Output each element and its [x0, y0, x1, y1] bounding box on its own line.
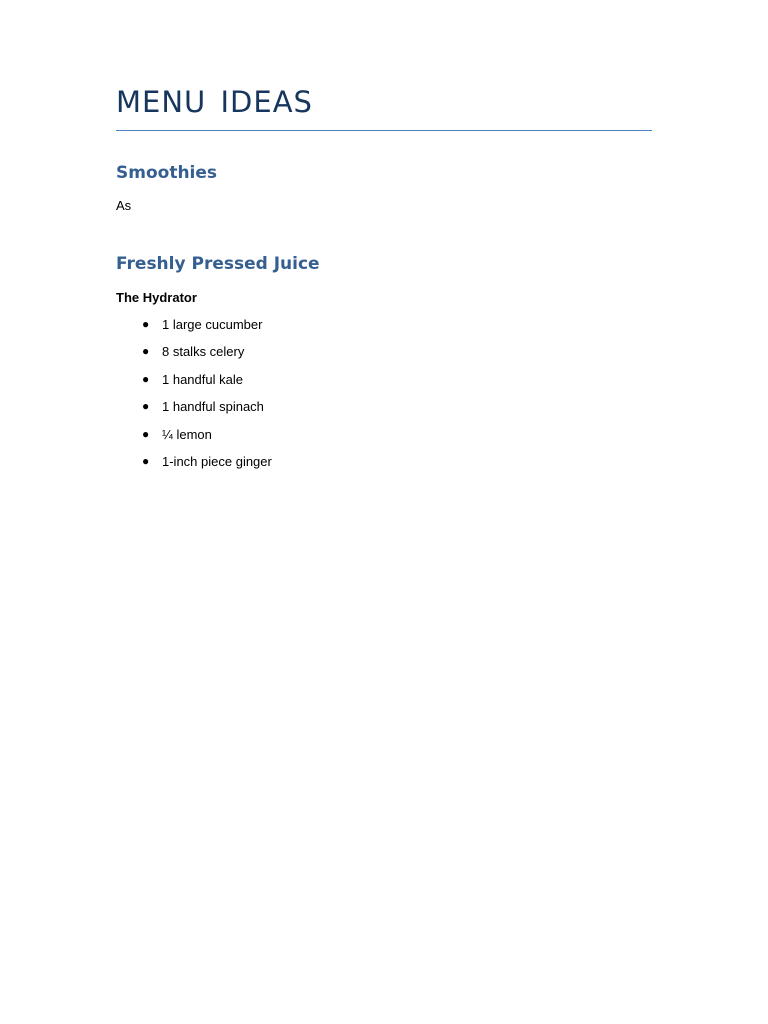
title-underline — [116, 130, 652, 131]
ingredient-label: 8 stalks celery — [162, 344, 245, 360]
bullet-icon: ● — [142, 399, 150, 414]
bullet-icon: ● — [142, 371, 150, 386]
bullet-icon: ● — [142, 426, 150, 441]
smoothies-heading: Smoothies — [116, 163, 218, 183]
ingredient-label: 1-inch piece ginger — [162, 453, 272, 469]
ingredient-label: ¼ lemon — [162, 426, 212, 442]
bullet-icon: ● — [142, 344, 150, 359]
page-title: MENU IDEAS — [116, 85, 313, 119]
ingredient-label: 1 handful kale — [162, 371, 243, 387]
juice-heading: Freshly Pressed Juice — [116, 254, 320, 274]
recipe-name: The Hydrator — [116, 290, 197, 305]
ingredient-label: 1 large cucumber — [162, 317, 263, 332]
ingredient-label: 1 handful spinach — [162, 399, 264, 415]
bullet-icon: ● — [142, 453, 150, 468]
smoothies-text: As — [116, 198, 132, 213]
bullet-icon: ● — [142, 317, 150, 331]
